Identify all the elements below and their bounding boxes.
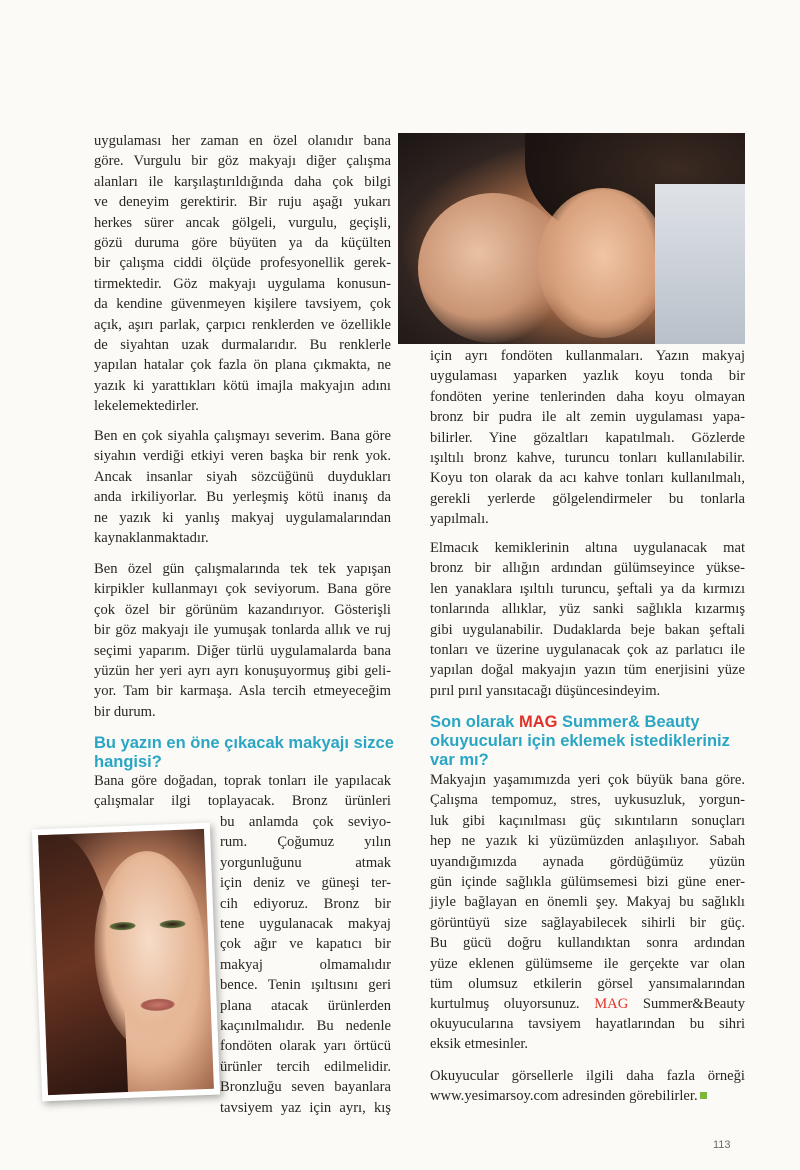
paragraph-earth-tones-intro <box>94 771 391 812</box>
heading-line: hangisi? <box>94 753 162 771</box>
top-photo-woman-applying-makeup <box>398 133 745 344</box>
text-line: çok ağır ve kapatıcı bir <box>220 936 391 953</box>
text-line: de siyahtan uzak durmalarıdır. Bu renklerle <box>94 337 391 354</box>
text-line: bir durum. <box>94 703 156 720</box>
text-line: ışıltılı bronz kahve, turuncu tonları kullanılabilir. <box>430 450 745 467</box>
heading-text: okuyucuları için eklemek istedikleriniz <box>430 732 730 750</box>
text-line: gözü duruma göre büyüten ya da küçülten <box>94 235 391 252</box>
heading-text: var mı? <box>430 751 489 769</box>
bottom-photo-frame <box>32 823 220 1102</box>
text-line: ve deneyim gerektirir. Bir ruju aşağı yukarı <box>94 194 391 211</box>
text-line: Bana göre doğadan, toprak tonları ile yapılacak <box>94 773 391 789</box>
text-line: Ancak insanlar siyah sözcüğünü duydukları <box>94 468 391 485</box>
text-line: Çalışma tempomuz, stres, uykusuzluk, yorgun- <box>430 792 745 809</box>
text-line: cih ediyoruz. Bronz bir <box>220 895 391 912</box>
paragraph-false-lashes <box>94 559 391 722</box>
text-line: yüzün her yeri ayrı ayrı konuşuyormuş gibi geli- <box>94 663 391 680</box>
text-line: Koyu ton olarak da acı kahve tonları kullanılmalı, <box>430 470 745 487</box>
text-line <box>430 994 745 1014</box>
text-line: makyaj olmamalıdır <box>220 956 391 973</box>
photo-face <box>538 188 668 338</box>
text-line: jiyle bağlayan en önemli şey. Makyaj bu sağlıklı <box>430 894 745 911</box>
text-line: Ben en çok siyahla çalışmayı severim. Bana göre <box>94 428 391 444</box>
photo-shirt <box>655 184 745 344</box>
paragraph-eye-makeup <box>94 131 391 417</box>
text-line: okuyucularına tavsiyem hayatlarından bu sihri <box>430 1016 745 1032</box>
text-line: bu anlamda çok seviyo- <box>220 814 391 830</box>
text-line: yapılan hatalar çok fazla ön plana çıkmakta, ne <box>94 357 391 374</box>
text-fragment: kurtulmuş oluyorsunuz. <box>430 996 595 1012</box>
text-line: yüze eklenen gülümseme ile gerçekte var olan <box>430 955 745 972</box>
text-line: uyandığımızda aynada gördüğümüz yüzün <box>430 853 745 870</box>
text-line: uygulaması yaparken yazlık koyu tonda bir <box>430 368 745 385</box>
text-line: tirmektedir. Göz makyajı uygulama konusun- <box>94 275 391 292</box>
text-line: tene uygulanacak makyaj <box>220 916 391 933</box>
text-line: için ayrı fondöten kullanmaları. Yazın makyaj <box>430 348 745 364</box>
text-line: açık, aşırı parlak, çarpıcı renklerden ve özellikle <box>94 316 391 333</box>
text-line: tavsiyem yaz için ayrı, kış <box>220 1099 391 1116</box>
text-line: Okuyucular görsellerle ilgili daha fazla örneği <box>430 1068 745 1084</box>
text-line: yapılan doğal makyajın yazın tüm enerjisini yüze <box>430 662 745 679</box>
text-line: uygulaması her zaman en özel olanıdır bana <box>94 133 391 149</box>
heading-message-to-readers <box>430 713 760 770</box>
text-line: hep ne yazık ki yüzümüzden anlaşılıyor. Sabah <box>430 833 745 850</box>
text-line: bir göz makyajı ile yumuşak tonlarda allık ve ruj <box>94 622 391 639</box>
text-line: gün içinde sağlıkla gülümsemesi bizi güne ener- <box>430 874 745 891</box>
text-line: gibi uygulanabilir. Dudaklarda beje bakan şeftali <box>430 621 745 638</box>
text-line: Makyajın yaşamımızda yeri çok büyük bana göre. <box>430 772 745 788</box>
text-line: luk gibi kaçınılması güç sıkıntıların sonuçları <box>430 812 745 829</box>
text-line: Bu gücü doğru kullandıktan sonra ardından <box>430 935 745 952</box>
mag-brand: MAG <box>518 713 558 731</box>
text-line <box>430 1086 745 1106</box>
text-line: çok özel bir görünüm kazandırıyor. Gösterişli <box>94 601 391 618</box>
text-fragment: Summer&Beauty <box>628 996 745 1012</box>
text-line: ne yazık ki yanlış makyaj uygulamalarından <box>94 509 391 526</box>
text-line: plana atacak ürünlerden <box>220 997 391 1014</box>
paragraph-makeup-importance-tail <box>430 1014 745 1055</box>
mag-brand: MAG <box>594 996 629 1012</box>
text-line: yazık ki yarattıkları kötü imajla makyajın adını <box>94 377 391 394</box>
paragraph-earth-tones-wrap <box>220 812 391 1118</box>
text-line: fondöten yerine tenlerinden daha koyu olmayan <box>430 388 745 405</box>
text-line: tonlarında allıklar, yüz sanki sağlıkla kızarmış <box>430 601 745 618</box>
text-line: bronz bir pudra ile alt zemin uygulaması yapa- <box>430 409 745 426</box>
text-line: tonları ve üzerine uygulanacak çok az parlatıcı ile <box>430 642 745 659</box>
text-line: kaçınılmalıdır. Bu nedenle <box>220 1018 391 1035</box>
paragraph-makeup-importance <box>430 770 745 994</box>
text-line: göre. Vurgulu bir göz makyajı diğer çalışma <box>94 153 391 170</box>
text-line: Bronzluğu seven bayanlara <box>220 1079 391 1096</box>
paragraph-black-color <box>94 426 391 548</box>
text-line: yapılmalı. <box>430 511 489 528</box>
bottom-photo-woman-portrait <box>38 829 214 1095</box>
text-line: pırıl pırıl yansıtacağı düşüncesindeyim. <box>430 682 661 699</box>
end-of-article-mark <box>700 1092 707 1099</box>
text-line: ürünler tercih edilmelidir. <box>220 1058 391 1075</box>
page-number: 113 <box>713 1139 731 1151</box>
text-line: len yanaklara ışıltılı turuncu, şeftali ya da kırmızı <box>430 580 745 597</box>
website-text: www.yesimarsoy.com adresinden görebilirler. <box>430 1088 698 1105</box>
text-line: Elmacık kemiklerinin altına uygulanacak mat <box>430 540 745 556</box>
text-line: görüntüyü size sağlayabilecek sihirli bir güç. <box>430 914 745 931</box>
text-line: herkes sürer ancak gölgeli, vurgulu, geçişli, <box>94 214 391 231</box>
text-line: lekelemektedirler. <box>94 398 199 415</box>
heading-text: Son olarak <box>430 713 519 731</box>
text-line: yor. Tam bir karmaşa. Asla tercih etmeyeceğim <box>94 683 391 700</box>
heading-text: Summer& Beauty <box>557 713 700 731</box>
paragraph-blush <box>430 538 745 701</box>
heading-summer-makeup <box>94 734 404 772</box>
text-line: bronz bir allığın ardından gülümseyince yükse- <box>430 560 745 577</box>
text-line: kirpikler kullanmayı çok seviyorum. Bana göre <box>94 581 391 598</box>
text-line: gerekli yerlerde gölgelendirmeler bu tonlarla <box>430 490 745 507</box>
text-line: seçimi yaparım. Diğer türlü uygulamalarda bana <box>94 642 391 659</box>
text-line: kaynaklanmaktadır. <box>94 530 209 547</box>
text-line: alanları ile karşılaştırıldığında daha çok bilgi <box>94 173 391 190</box>
paragraph-foundation <box>430 346 745 530</box>
text-line: için deniz ve güneşi ter- <box>220 875 391 892</box>
text-line: bir çalışma ciddi ölçüde profesyonellik gerek- <box>94 255 391 272</box>
text-line: siyahın verdiği etkiyi veren başka bir renk yok. <box>94 448 391 465</box>
text-line: çalışmalar ilgi toplayacak. Bronz ürünleri <box>94 793 391 810</box>
text-line: Ben özel gün çalışmalarında tek tek yapışan <box>94 561 391 577</box>
text-line: bilirler. Yine gözaltları kapatılmalı. Gözlerde <box>430 429 745 446</box>
paragraph-website <box>430 1066 745 1107</box>
paragraph-makeup-importance-end <box>430 994 745 1014</box>
text-line: anda irkiliyorlar. Bu yerleşmiş kötü inanış da <box>94 489 391 506</box>
text-line: eksik etmesinler. <box>430 1036 529 1053</box>
text-line: fondöten olarak yarı örtücü <box>220 1038 391 1055</box>
heading-line: Bu yazın en öne çıkacak makyajı sizce <box>94 734 394 752</box>
text-line: yorgunluğunu atmak <box>220 854 391 871</box>
text-line: rum. Çoğumuz yılın <box>220 834 391 851</box>
text-line: bence. Tenin ışıltısını geri <box>220 977 391 994</box>
text-line: da kendine güvenmeyen kişilere tavsiyem, çok <box>94 296 391 313</box>
text-line: tüm olumsuz etkilerin görsel yansımalarından <box>430 976 745 993</box>
